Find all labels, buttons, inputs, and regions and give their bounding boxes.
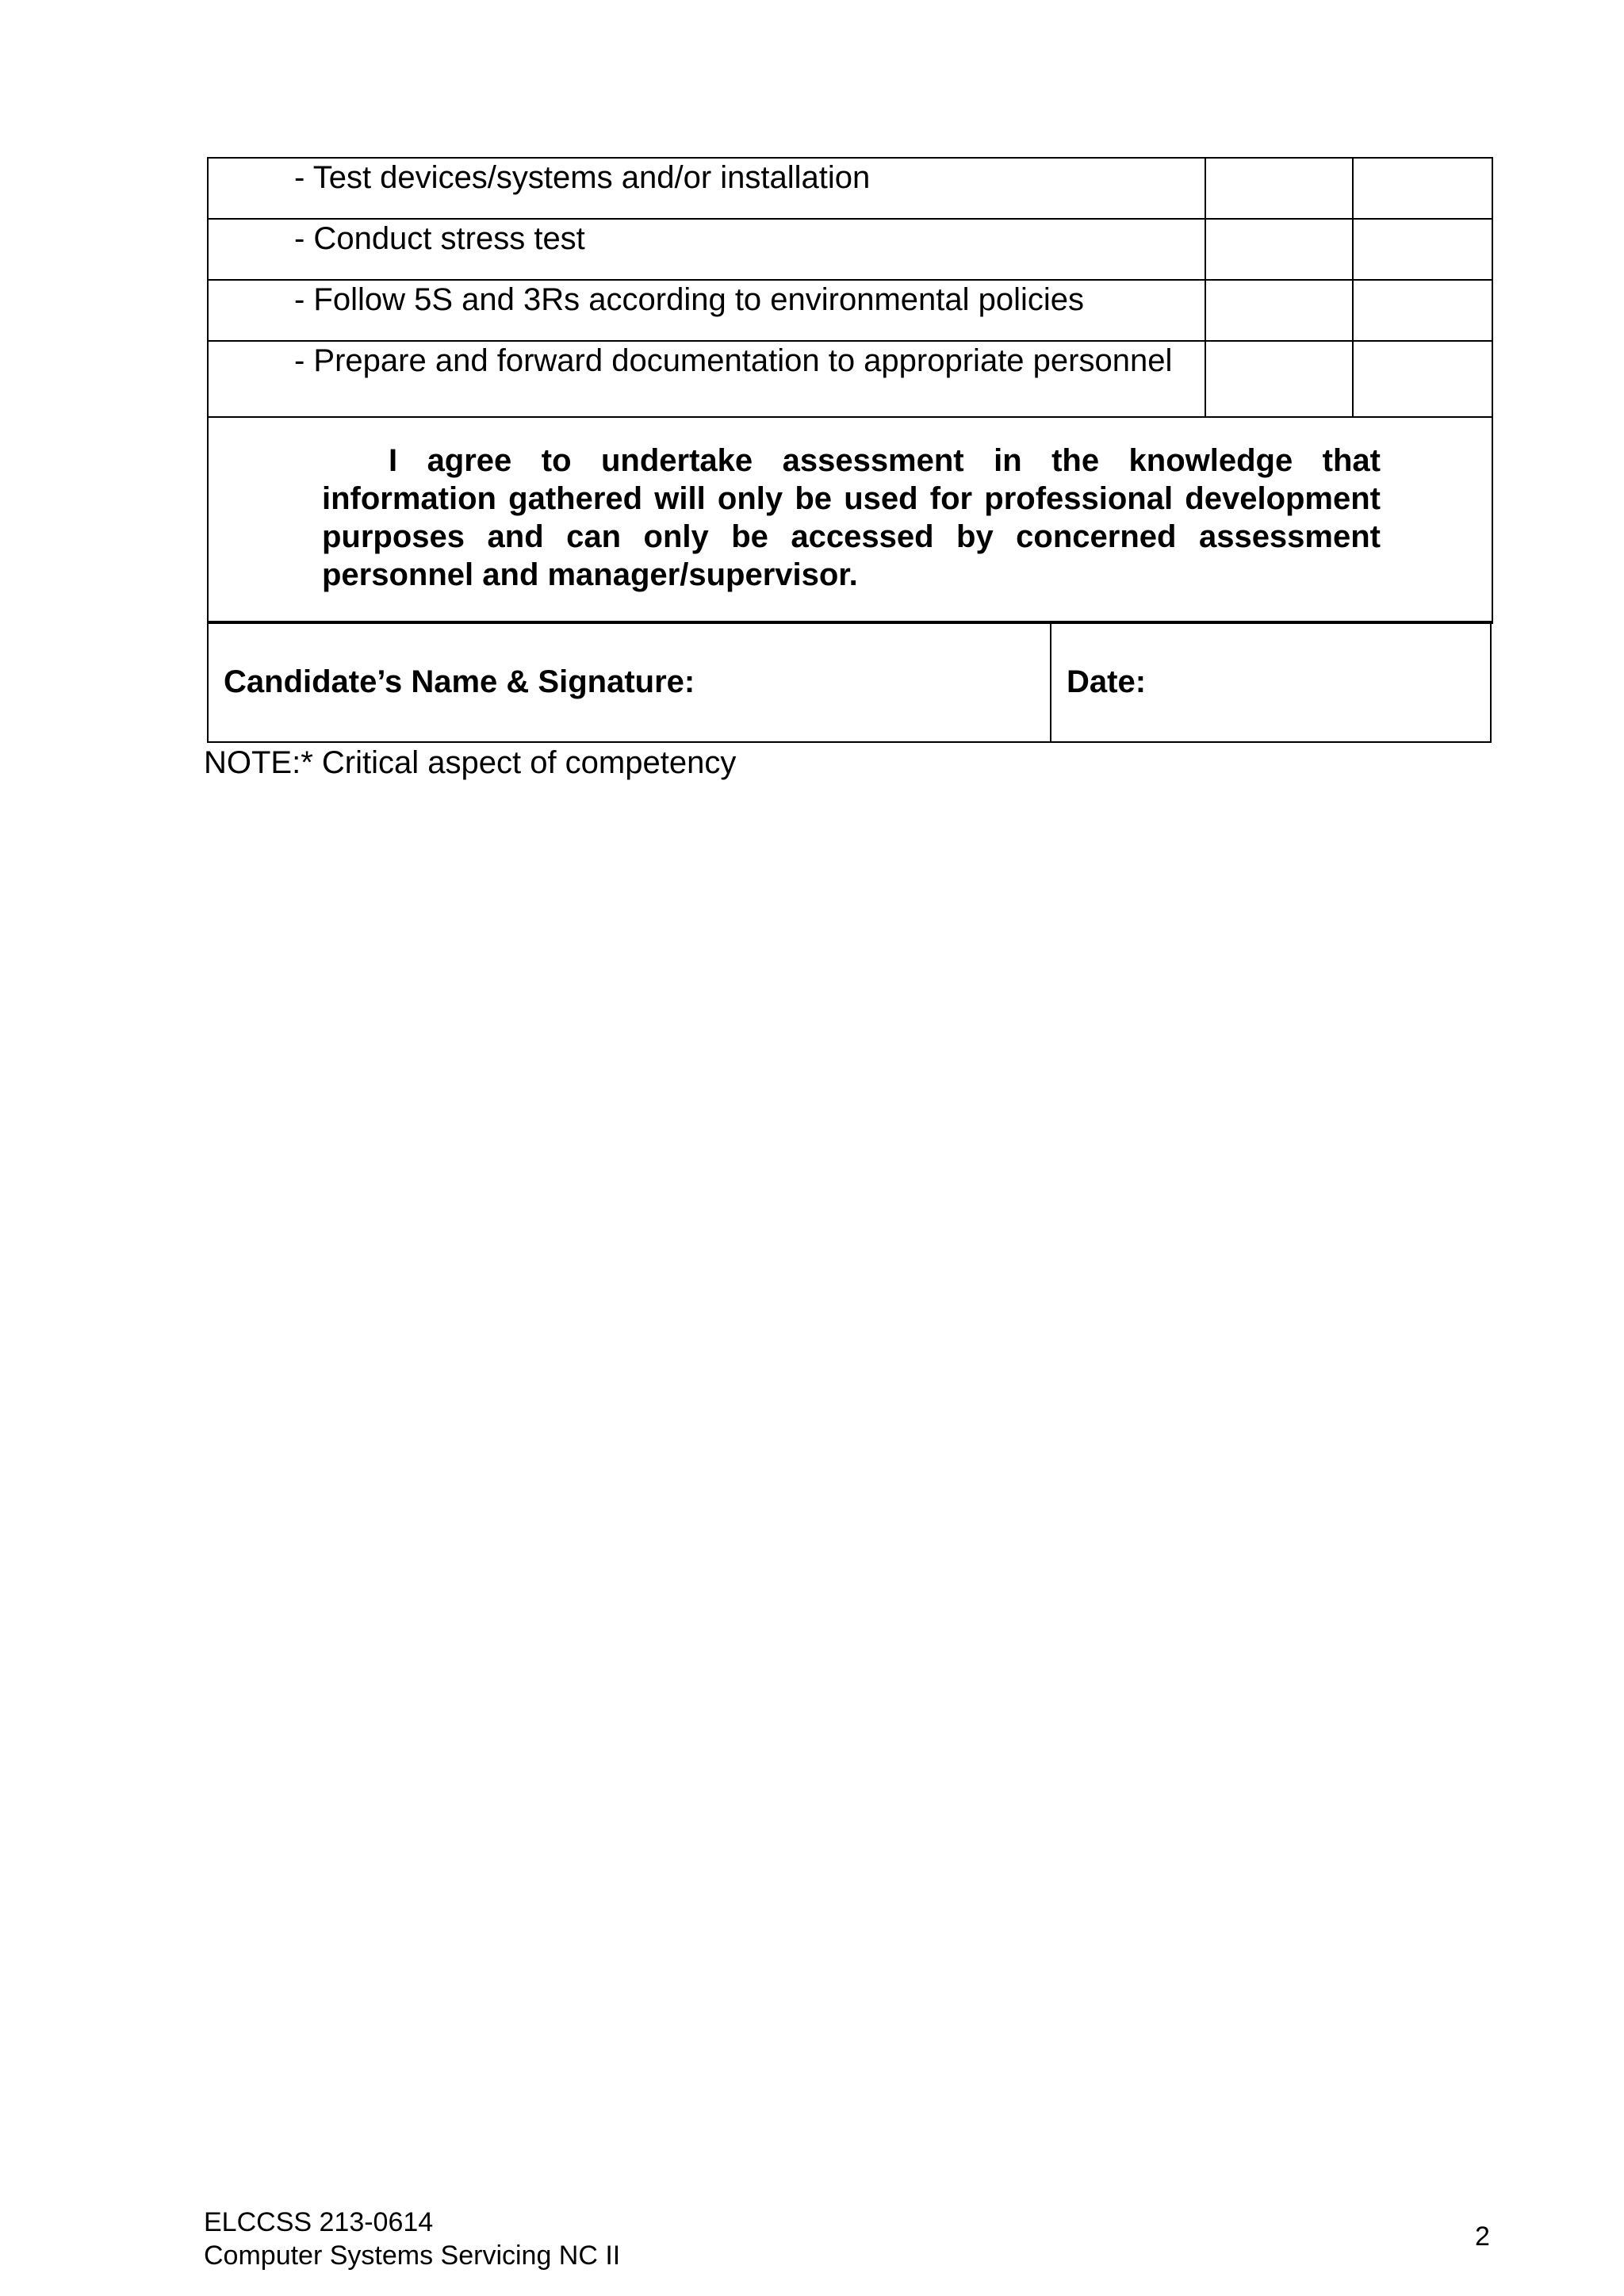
checklist-item-text: - Prepare and forward documentation to appropriate personnel xyxy=(294,343,1173,378)
footer xyxy=(204,2206,620,2272)
competency-checklist-table xyxy=(207,157,1493,624)
yes-checkbox-cell[interactable] xyxy=(1205,158,1353,219)
checklist-item-text: - Test devices/systems and/or installation xyxy=(294,160,871,195)
date-label: Date: xyxy=(1067,664,1147,699)
candidate-name-signature-field[interactable] xyxy=(208,622,1051,742)
no-checkbox-cell[interactable] xyxy=(1353,158,1492,219)
no-checkbox-cell[interactable] xyxy=(1353,341,1492,417)
page-number: 2 xyxy=(1475,2221,1490,2252)
footer-code: ELCCSS 213-0614 xyxy=(204,2207,434,2237)
yes-checkbox-cell[interactable] xyxy=(1205,219,1353,280)
checklist-item-text: - Follow 5S and 3Rs according to environmental policies xyxy=(294,282,1085,317)
checklist-item-text: - Conduct stress test xyxy=(294,221,585,256)
checklist-row xyxy=(208,219,1492,280)
candidate-name-signature-label: Candidate’s Name & Signature: xyxy=(224,664,695,699)
yes-checkbox-cell[interactable] xyxy=(1205,341,1353,417)
checklist-row xyxy=(208,158,1492,219)
date-field[interactable] xyxy=(1051,622,1491,742)
yes-checkbox-cell[interactable] xyxy=(1205,280,1353,341)
critical-aspect-note: NOTE:* Critical aspect of competency xyxy=(204,745,737,780)
agreement-row xyxy=(208,417,1492,623)
no-checkbox-cell[interactable] xyxy=(1353,280,1492,341)
checklist-row xyxy=(208,280,1492,341)
no-checkbox-cell[interactable] xyxy=(1353,219,1492,280)
signature-table xyxy=(207,621,1492,743)
footer-course: Computer Systems Servicing NC II xyxy=(204,2241,621,2271)
checklist-row xyxy=(208,341,1492,417)
agreement-statement: I agree to undertake assessment in the knowledge that information gathered will only be used for professional development purposes and can only be accessed by concerned assessment personnel and manager/supervisor. xyxy=(322,443,1381,592)
